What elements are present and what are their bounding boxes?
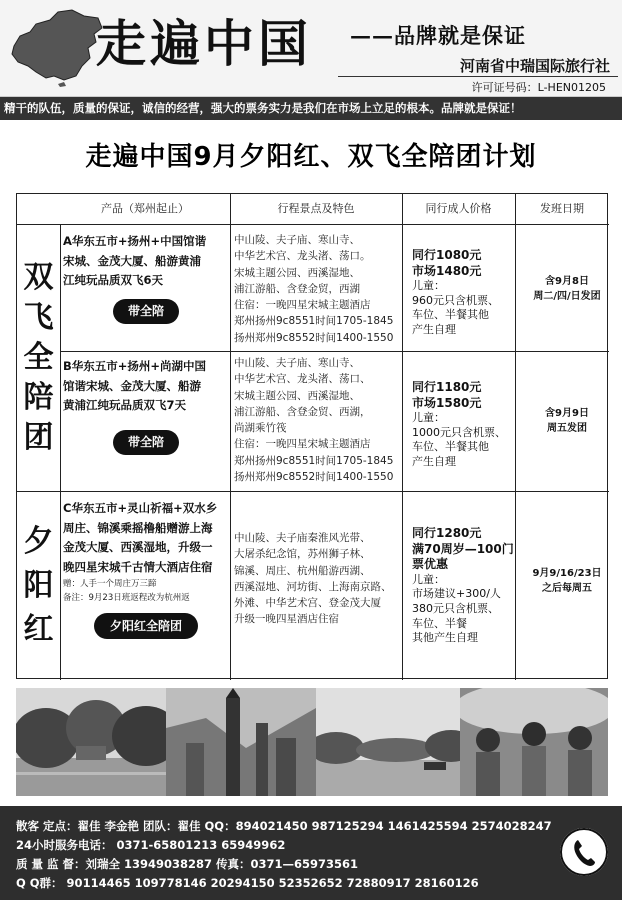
group-label-char: 红: [23, 611, 54, 647]
price-line: 产生自理: [412, 454, 456, 468]
group-label-char: 陪: [23, 379, 54, 415]
price-line: 同行1180元: [412, 380, 482, 394]
divider: [17, 224, 609, 225]
price-line: 同行1080元: [412, 248, 482, 262]
sight-line: 西溪湿地、河坊街、上海南京路、: [234, 580, 392, 593]
sight-line: 升级一晚四星酒店住宿: [234, 613, 339, 626]
china-map-icon: [6, 6, 106, 88]
price-line: 市场建议+300/人: [412, 587, 501, 601]
date-line: 9月9/16/23日: [532, 568, 602, 579]
product-line: B华东五市+扬州+尚湖中国: [63, 359, 207, 373]
price-line: 车位、半餐其他: [412, 440, 489, 454]
price-line: 儿童：: [412, 572, 445, 586]
date-cell: [527, 406, 607, 436]
tourists-photo: [460, 688, 608, 796]
sight-line: 郑州扬州9c8551时间1705-1845: [234, 454, 394, 467]
date-line: 周五发团: [547, 423, 587, 434]
group-label-sunset: [17, 491, 60, 680]
price-line: 1000元只含机票、: [412, 425, 506, 439]
brand-title: 走遍中国: [96, 14, 312, 73]
product-line: C华东五市+灵山祈福+双水乡: [63, 501, 218, 515]
date-line: 含9月9日: [545, 408, 589, 419]
price-line: 380元只含机票、: [412, 601, 499, 615]
date-cell: [527, 274, 607, 304]
sights-cell: [234, 232, 414, 346]
column-header-price: 同行成人价格: [425, 202, 492, 215]
product-line: 周庄、锦溪乘摇橹船赠游上海: [63, 520, 213, 535]
product-cell: [63, 499, 229, 639]
sight-line: 郑州扬州9c8551时间1705-1845: [234, 315, 394, 328]
date-line: 周二/四/日发团: [533, 291, 601, 302]
sight-line: 中华艺术宫、龙头渚、荡口。: [234, 250, 371, 263]
price-line: 儿童：: [412, 411, 445, 425]
product-cell: [63, 357, 229, 455]
river-boat-photo: [316, 688, 464, 796]
product-line: 黄浦江纯玩品质双飞7天: [63, 398, 187, 412]
price-line: 市场1580元: [412, 395, 482, 410]
product-line: 晚四星宋城千古情大酒店住宿: [63, 559, 213, 574]
price-line: 960元只含机票、: [412, 293, 499, 307]
sunset-escort-badge: 夕阳红全陪团: [94, 613, 198, 639]
escort-badge: 带全陪: [113, 299, 179, 324]
price-cell: [412, 380, 522, 470]
sight-line: 浦江游船、含登金贸，西湖: [234, 282, 360, 295]
product-note: 备注：9月23日班返程改为杭州返: [63, 593, 190, 603]
sight-line: 宋城主题公园、西溪湿地、: [234, 266, 360, 279]
sight-line: 住宿：一晚四星宋城主题酒店: [234, 299, 371, 312]
header: [0, 0, 622, 97]
date-cell: [527, 566, 607, 596]
divider: [338, 76, 618, 77]
sights-cell: [234, 530, 414, 628]
product-line: 江纯玩品质双飞6天: [63, 273, 164, 287]
sight-line: 宋城主题公园、西溪湿地、: [234, 389, 360, 402]
sight-line: 大屠杀纪念馆，苏州狮子林、: [234, 548, 371, 561]
slogan: ——品牌就是保证: [350, 23, 526, 48]
price-line: 其他产生自理: [412, 631, 478, 645]
price-line: 儿童：: [412, 279, 445, 293]
price-line: 满70周岁—100门: [412, 541, 514, 556]
sight-line: 外滩、中华艺术宫、登金茂大厦: [234, 597, 381, 610]
agency-name: 河南省中瑞国际旅行社: [459, 57, 610, 75]
qq-group-line: Q Q群： 90114465 109778146 20294150 52352652 72880917 28160126: [16, 876, 479, 890]
sight-line: 中华艺术宫、龙头渚、荡口、: [234, 373, 371, 386]
group-label-double-flight: [17, 224, 60, 491]
contact-footer: [0, 806, 622, 900]
product-line: 金茂大厦、西溪湿地，升级一: [63, 540, 213, 554]
divider: [60, 224, 61, 680]
group-label-char: 团: [23, 419, 54, 455]
product-line: 馆谐宋城、金茂大厦、船游: [63, 378, 201, 393]
column-header-sights: 行程景点及特色: [277, 202, 355, 215]
group-label-char: 夕: [23, 523, 54, 559]
escort-badge: 带全陪: [113, 430, 179, 455]
sight-line: 扬州郑州9c8552时间1400-1550: [234, 331, 394, 344]
sight-line: 中山陵、夫子庙秦淮风光带、: [234, 532, 371, 544]
price-cell: [412, 526, 522, 646]
group-label-char: 阳: [23, 567, 54, 603]
price-line: 产生自理: [412, 322, 456, 336]
sight-line: 中山陵、夫子庙、寒山寺、: [234, 234, 360, 246]
price-line: 市场1480元: [412, 263, 482, 278]
group-label-char: 飞: [23, 299, 54, 335]
photo-strip: [16, 688, 608, 796]
quality-supervision-line: 质 量 监 督：刘瑞全 13949038287 传真：0371—65973561: [16, 857, 359, 871]
sight-line: 住宿：一晚四星宋城主题酒店: [234, 438, 371, 451]
product-line: 宋城、金茂大厦、船游黄浦: [63, 253, 201, 268]
date-line: 之后每周五: [542, 583, 592, 594]
product-cell: [63, 232, 229, 324]
price-line: 同行1280元: [412, 526, 482, 540]
product-note: 赠：人手一个周庄万三蹄: [63, 579, 157, 589]
date-line: 含9月8日: [545, 276, 589, 287]
lake-garden-photo: [16, 688, 174, 796]
tour-table: [16, 193, 608, 679]
price-line: 票优惠: [412, 557, 449, 572]
price-cell: [412, 248, 522, 338]
hotline-line: 24小时服务电话： 0371-65801213 65949962: [16, 838, 286, 852]
divider: [17, 491, 609, 492]
shanghai-skyline-photo: [166, 688, 316, 796]
sight-line: 中山陵、夫子庙、寒山寺、: [234, 357, 360, 369]
sight-line: 尚湖乘竹筏: [234, 422, 287, 435]
sight-line: 扬州郑州9c8552时间1400-1550: [234, 471, 394, 484]
contact-line: 散客 定点：翟佳 李金艳 团队：翟佳 QQ：894021450 987125294 1461425594 2574028247: [16, 819, 552, 833]
phone-icon: [560, 828, 608, 876]
license-number: 许可证号码：L-HEN01205: [471, 81, 606, 94]
sight-line: 浦江游船、含登金贸、西湖，: [234, 405, 371, 418]
group-label-char: 双: [23, 259, 54, 295]
product-line: A华东五市+扬州+中国馆谐: [63, 234, 207, 248]
column-header-product: 产品（郑州起止）: [101, 202, 189, 215]
group-label-char: 全: [23, 339, 54, 375]
divider: [230, 194, 231, 680]
banner-strip: 精干的队伍，质量的保证，诚信的经营，强大的票务实力是我们在市场上立足的根本。品牌就是保证！: [0, 97, 622, 120]
divider: [60, 351, 609, 352]
page-title: 走遍中国9月夕阳红、双飞全陪团计划: [85, 142, 537, 172]
price-line: 车位、半餐: [412, 616, 467, 630]
price-line: 车位、半餐其他: [412, 308, 489, 322]
sight-line: 锦溪、周庄、杭州船游西湖、: [234, 564, 371, 577]
column-header-date: 发班日期: [540, 202, 584, 215]
sights-cell: [234, 355, 414, 485]
